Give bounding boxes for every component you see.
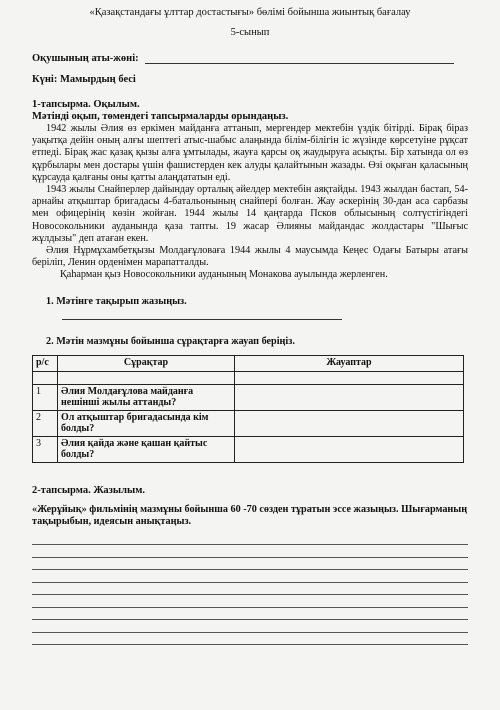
date-label: Күні: Мамырдың бесі [32, 74, 136, 85]
row-answer-cell[interactable] [235, 436, 464, 462]
table-row [33, 384, 464, 410]
grade-label: 5-сынып [230, 27, 270, 38]
col-header-num: р/с [33, 355, 58, 371]
table-row [33, 436, 464, 462]
writing-line[interactable] [32, 583, 468, 596]
writing-line[interactable] [32, 595, 468, 608]
table-row [33, 410, 464, 436]
task2-title: 2-тапсырма. Жазылым. [32, 484, 145, 496]
text-paragraph-1: 1942 жылы Әлия өз еркімен майданға аттанып, мергендер мектебін үздік бітірді. Бірақ біраз уақытқа дейін оның алғы шептегі атыс-шабыс алаңында білім-білігін іс жүзінде көрсетуіне рұқсат етпеді. Бірақ жас қазақ қызы алға ұмтылады, жауға қарсы оқ жаудыруға асықты. Бір хатында ол өз құрбылары мен достары үшін фашистерден кек алуды қалайтынын жазады. Өзі оқыған қаласының құрсауда қалғаны оны қатты алаңдататын еді. [32, 123, 468, 183]
row-question: Әлия қайда және қашан қайтыс болды? [58, 436, 235, 462]
writing-line[interactable] [32, 633, 468, 646]
writing-line[interactable] [32, 545, 468, 558]
qa-table [32, 355, 464, 463]
text-paragraph-4: Қаһарман қыз Новосокольники ауданының Монакова ауылында жерленген. [60, 269, 388, 281]
task1-title: 1-тапсырма. Оқылым. [32, 99, 140, 110]
essay-prompt: «Жерұйық» фильмінің мазмұны бойынша 60 -70 сөзден тұратын эссе жазыңыз. Шығарманың тақырыбын, идеясын анықтаңыз. [32, 503, 468, 528]
title-answer-line[interactable] [62, 313, 342, 320]
question-2-title: 2. Мәтін мазмұны бойынша сұрақтарға жауап беріңіз. [46, 335, 295, 347]
writing-line[interactable] [32, 558, 468, 571]
writing-line[interactable] [32, 570, 468, 583]
question-1-title: 1. Мәтінге тақырып жазыңыз. [46, 295, 187, 307]
row-answer-cell[interactable] [235, 384, 464, 410]
row-number: 1 [33, 384, 58, 410]
text-paragraph-2: 1943 жылы Снайперлер дайындау орталық әйелдер мектебін аяқтайды. 1943 жылдан бастап, 54-арнайы атқыштар бригадасы 4-батальонының снайпері болған. Жау әскерінің 30-дан аса сарбазы мен офицерінің көзін жойған. 1944 жылы 14 қаңтарда Псков облысының солтүстігіндегі Новосокольники ауданында қаза тапты. 19 жасар Әлияны майдандас жолдастары "Шығыс жұлдызы" деп атаған екен. [32, 184, 468, 244]
table-spacer-row [33, 371, 464, 384]
row-number: 3 [33, 436, 58, 462]
row-question: Әлия Молдағұлова майданға нешінші жылы аттанды? [58, 384, 235, 410]
writing-line[interactable] [32, 533, 468, 546]
text-paragraph-3: Әлия Нұрмұхамбетқызы Молдағұловаға 1944 жылы 4 маусымда Кеңес Одағы Батыры атағы беріліп, Ленин орденімен марапатталды. [32, 245, 468, 269]
row-question: Ол атқыштар бригадасында кім болды? [58, 410, 235, 436]
worksheet-title: «Қазақстандағы ұлттар достастығы» бөлімі бойынша жиынтық бағалау [89, 7, 411, 18]
task1-instruction: Мәтінді оқып, төмендегі тапсырмаларды орындаңыз. [32, 111, 289, 122]
writing-line[interactable] [32, 608, 468, 621]
writing-line[interactable] [32, 620, 468, 633]
student-name-row [32, 52, 468, 64]
table-header-row [33, 355, 464, 371]
col-header-answers: Жауаптар [235, 355, 464, 371]
essay-writing-area[interactable] [32, 533, 468, 646]
student-name-label: Оқушының аты-жөні: [32, 53, 139, 64]
row-answer-cell[interactable] [235, 410, 464, 436]
student-name-field[interactable] [145, 52, 454, 64]
row-number: 2 [33, 410, 58, 436]
col-header-questions: Сұрақтар [58, 355, 235, 371]
